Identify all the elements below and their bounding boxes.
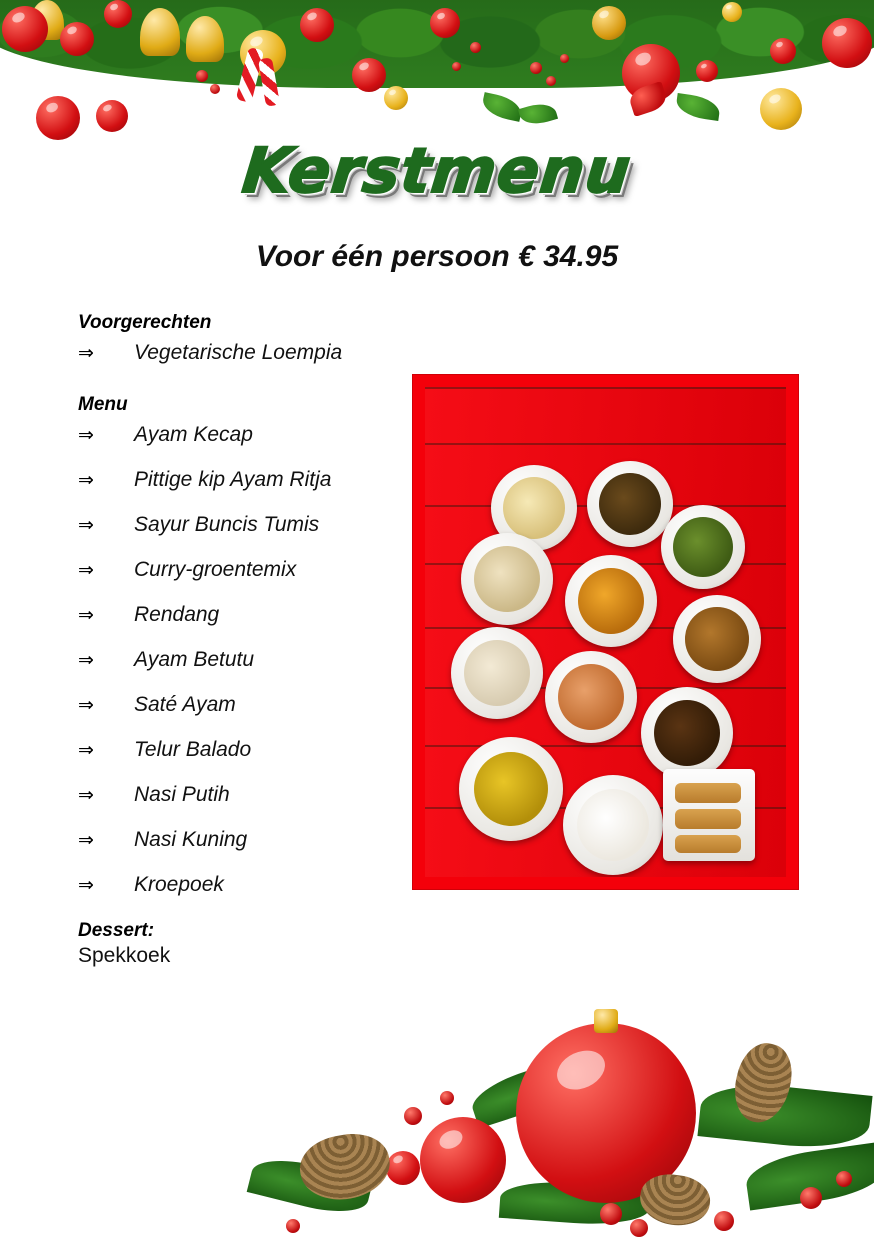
- section-heading-dessert: Dessert:: [78, 919, 155, 941]
- dish-bowl: [673, 595, 761, 683]
- page-subtitle: Voor één persoon € 34.95: [255, 240, 619, 273]
- berry-icon: [530, 62, 542, 74]
- arrow-bullet-icon: ⇒: [78, 468, 94, 491]
- berry-icon: [560, 54, 569, 63]
- list-item: [78, 738, 418, 775]
- dish-bowl: [587, 461, 673, 547]
- bauble-icon: [384, 86, 408, 110]
- arrow-bullet-icon: ⇒: [78, 828, 94, 851]
- list-item-label: Ayam Betutu: [134, 647, 255, 671]
- arrow-bullet-icon: ⇒: [78, 558, 94, 581]
- berry-icon: [452, 62, 461, 71]
- bauble-icon: [60, 22, 94, 56]
- list-item-label: Vegetarische Loempia: [134, 340, 343, 364]
- bauble-icon: [760, 88, 802, 130]
- food-photo-frame: [413, 375, 798, 889]
- list-item: [78, 558, 418, 595]
- list-item: [78, 513, 418, 550]
- list-item-label: Sayur Buncis Tumis: [134, 512, 320, 536]
- berry-icon: [440, 1091, 454, 1105]
- dish-food: [685, 607, 748, 670]
- arrow-bullet-icon: ⇒: [78, 513, 94, 536]
- arrow-bullet-icon: ⇒: [78, 693, 94, 716]
- berry-icon: [836, 1171, 852, 1187]
- page-title: Kerstmenu: [239, 134, 635, 207]
- dish-food: [577, 789, 649, 861]
- list-item: [78, 423, 418, 460]
- bauble-icon: [770, 38, 796, 64]
- arrow-bullet-icon: ⇒: [78, 873, 94, 896]
- berry-icon: [546, 76, 556, 86]
- arrow-bullet-icon: ⇒: [78, 738, 94, 761]
- dish-food: [474, 546, 540, 612]
- dish-bowl: [563, 775, 663, 875]
- arrow-bullet-icon: ⇒: [78, 423, 94, 446]
- dessert-text: Spekkoek: [78, 943, 171, 967]
- spring-roll: [675, 783, 741, 803]
- dish-food: [464, 640, 530, 706]
- bauble-icon: [96, 100, 128, 132]
- wood-plank: [425, 387, 786, 443]
- arrow-bullet-icon: ⇒: [78, 783, 94, 806]
- dish-bowl: [545, 651, 637, 743]
- list-item-label: Rendang: [134, 602, 220, 626]
- list-item: [78, 828, 418, 865]
- bauble-icon: [696, 60, 718, 82]
- berry-icon: [470, 42, 481, 53]
- dish-food: [599, 473, 661, 535]
- christmas-garland-top: [0, 0, 874, 145]
- berry-icon: [600, 1203, 622, 1225]
- list-item-label: Nasi Putih: [134, 782, 230, 806]
- arrow-bullet-icon: ⇒: [78, 341, 94, 364]
- bauble-icon: [104, 0, 132, 28]
- arrow-bullet-icon: ⇒: [78, 603, 94, 626]
- dish-food: [654, 700, 720, 766]
- list-item-label: Pittige kip Ayam Ritja: [134, 467, 332, 491]
- section-heading-voorgerechten: Voorgerechten: [78, 312, 212, 333]
- berry-icon: [630, 1219, 648, 1237]
- bauble-icon: [592, 6, 626, 40]
- dish-food: [474, 752, 549, 827]
- dish-food: [503, 477, 565, 539]
- spring-roll-tray: [663, 769, 755, 861]
- arrow-bullet-icon: ⇒: [78, 648, 94, 671]
- bauble-icon: [2, 6, 48, 52]
- dish-bowl: [565, 555, 657, 647]
- holly-leaf-icon: [518, 99, 558, 128]
- list-item: [78, 783, 418, 820]
- berry-icon: [800, 1187, 822, 1209]
- christmas-bottom-decoration: [0, 911, 874, 1241]
- list-item: [78, 603, 418, 640]
- list-item-label: Nasi Kuning: [134, 827, 248, 851]
- bauble-icon: [300, 8, 334, 42]
- dish-bowl: [641, 687, 733, 779]
- dish-bowl: [461, 533, 553, 625]
- dish-bowl: [661, 505, 745, 589]
- bauble-icon: [722, 2, 742, 22]
- list-item-label: Telur Balado: [134, 737, 252, 761]
- holly-leaf-icon: [675, 93, 722, 121]
- list-item-label: Ayam Kecap: [134, 422, 253, 446]
- berry-icon: [286, 1219, 300, 1233]
- dish-food: [558, 664, 624, 730]
- list-item: [78, 873, 418, 910]
- list-item: [78, 648, 418, 685]
- bell-cap-icon: [594, 1009, 618, 1033]
- bauble-icon: [822, 18, 872, 68]
- menu-content: [78, 312, 418, 968]
- holly-leaf-icon: [480, 92, 524, 122]
- dish-bowl: [451, 627, 543, 719]
- dish-food: [673, 517, 733, 577]
- list-item: [78, 341, 418, 378]
- bauble-icon: [430, 8, 460, 38]
- berry-icon: [404, 1107, 422, 1125]
- page-title-wrap: [0, 134, 874, 207]
- spring-roll: [675, 809, 741, 829]
- list-item-label: Kroepoek: [134, 872, 224, 896]
- berry-icon: [196, 70, 208, 82]
- berry-icon: [210, 84, 220, 94]
- bauble-icon: [352, 58, 386, 92]
- list-item: [78, 693, 418, 730]
- list-item: [78, 468, 418, 505]
- bauble-icon: [420, 1117, 506, 1203]
- list-item-label: Curry-groentemix: [134, 557, 297, 581]
- dish-food: [578, 568, 644, 634]
- berry-icon: [714, 1211, 734, 1231]
- section-heading-menu: Menu: [78, 393, 128, 415]
- dish-bowl: [459, 737, 563, 841]
- spring-roll: [675, 835, 741, 853]
- food-photo: [425, 387, 786, 877]
- list-item-label: Saté Ayam: [134, 692, 236, 716]
- bauble-icon: [386, 1151, 420, 1185]
